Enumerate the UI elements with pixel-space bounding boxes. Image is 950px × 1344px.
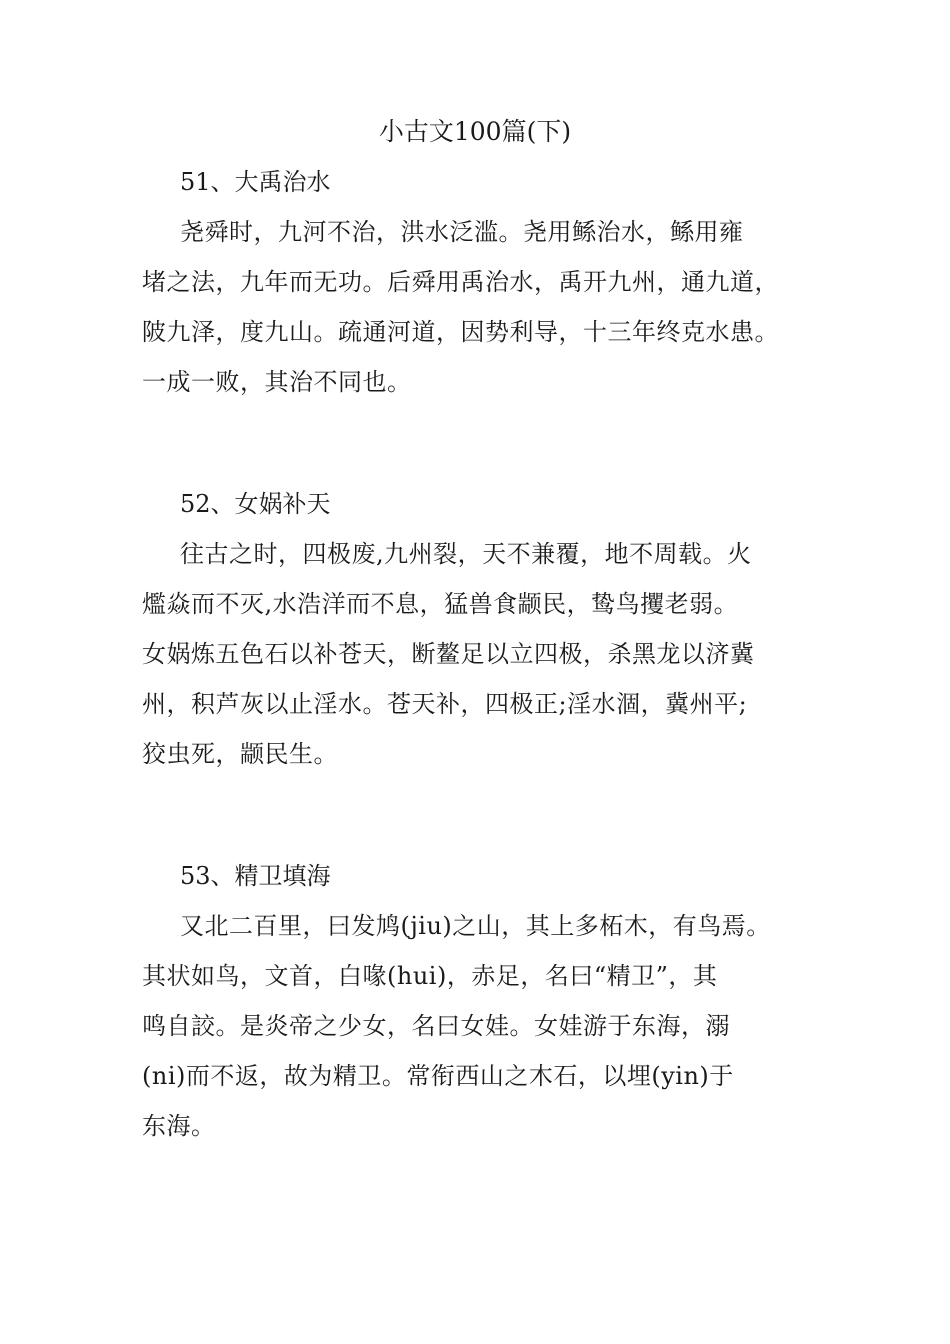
text-line: 爁焱而不灭,水浩洋而不息，猛兽食颛民，鸷鸟攫老弱。 [142, 590, 739, 618]
text-line: 一成一败，其治不同也。 [142, 368, 412, 396]
text-line: 女娲炼五色石以补苍天，断鳌足以立四极，杀黑龙以济冀 [142, 640, 755, 668]
text-line: 往古之时，四极废,九州裂，天不兼覆，地不周载。火 [180, 540, 752, 568]
text-line: 州，积芦灰以止淫水。苍天补，四极正;淫水涸，冀州平; [142, 690, 748, 718]
text-line: 东海。 [142, 1112, 216, 1140]
text-line: (ni)而不返，故为精卫。常衔西山之木石，以埋(yin)于 [142, 1062, 734, 1090]
page-title: 小古文100篇(下) [378, 117, 572, 146]
text-line: 尧舜时，九河不治，洪水泛滥。尧用鲧治水，鲧用雍 [180, 218, 744, 246]
text-line: 鸣自詨。是炎帝之少女，名曰女娃。女娃游于东海，溺 [142, 1012, 730, 1040]
text-line: 陂九泽，度九山。疏通河道，因势利导，十三年终克水患。 [142, 318, 779, 346]
section-heading: 52、女娲补天 [180, 490, 331, 518]
text-line: 狡虫死，颛民生。 [142, 740, 338, 768]
text-line: 其状如鸟，文首，白喙(hui)，赤足，名曰“精卫”，其 [142, 962, 718, 990]
section-heading: 53、精卫填海 [180, 862, 331, 890]
section-heading: 51、大禹治水 [180, 168, 331, 196]
text-line: 又北二百里，曰发鸠(jiu)之山，其上多柘木，有鸟焉。 [180, 912, 771, 940]
text-line: 堵之法，九年而无功。后舜用禹治水，禹开九州，通九道， [142, 268, 779, 296]
